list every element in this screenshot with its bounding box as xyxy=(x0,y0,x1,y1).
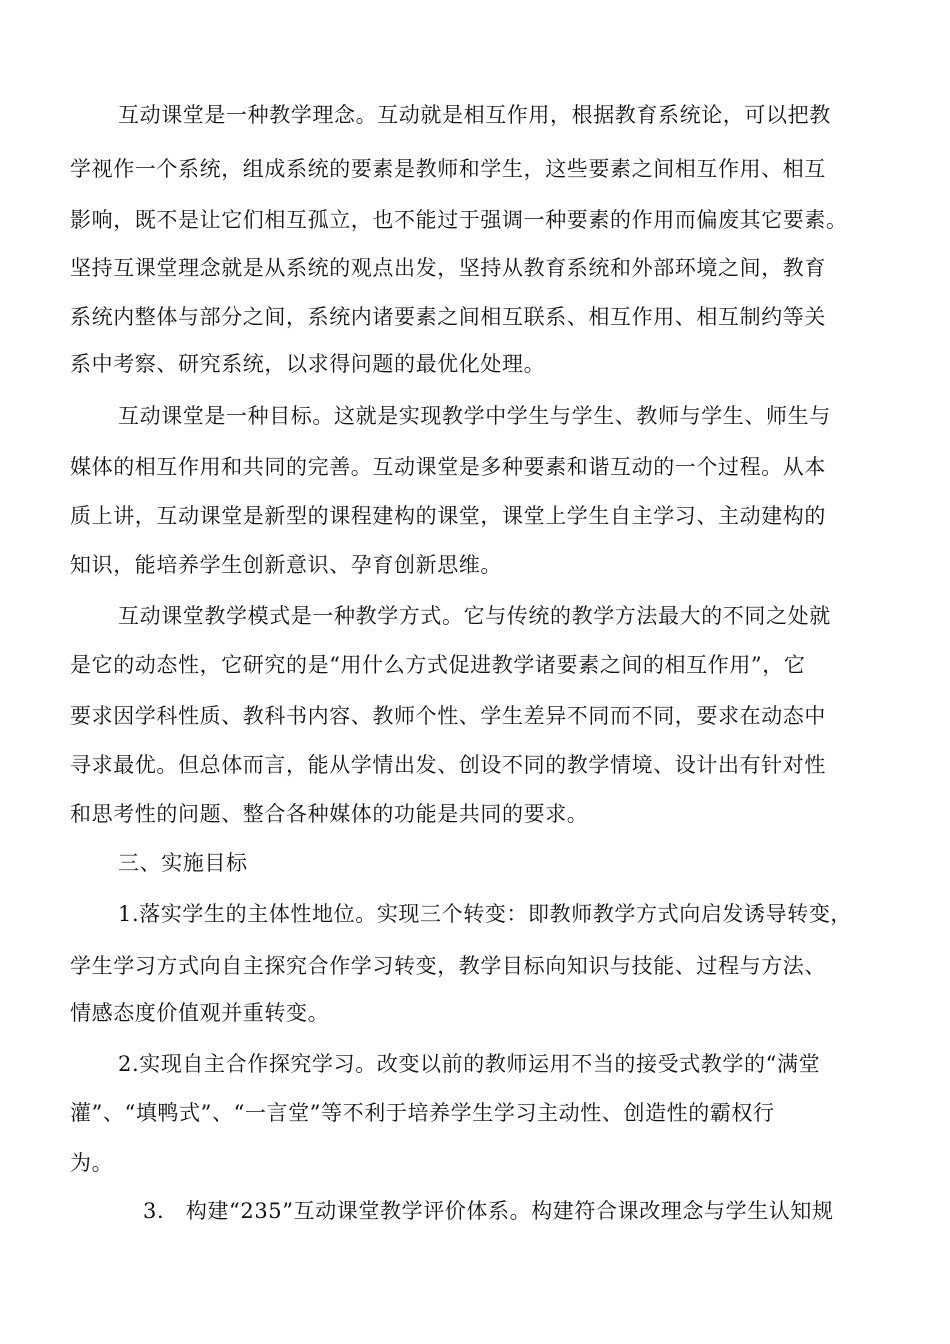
paragraph-1-line-2: 学视作一个系统，组成系统的要素是教师和学生，这些要素之间相互作用、相互 xyxy=(70,157,826,181)
paragraph-1-line-1: 互动课堂是一种教学理念。互动就是相互作用，根据教育系统论，可以把教 xyxy=(118,103,831,127)
paragraph-2-line-1: 互动课堂是一种目标。这就是实现教学中学生与学生、教师与学生、师生与 xyxy=(118,404,831,428)
paragraph-1-line-3: 影响，既不是让它们相互孤立，也不能过于强调一种要素的作用而偏废其它要素。 xyxy=(70,208,848,232)
paragraph-1-line-5: 系统内整体与部分之间，系统内诸要素之间相互联系、相互作用、相互制约等关 xyxy=(70,305,826,329)
item-1-line-1: 1.落实学生的主体性地位。实现三个转变：即教师教学方式向启发诱导转变， xyxy=(118,902,853,926)
paragraph-2-line-4: 知识，能培养学生创新意识、孕育创新思维。 xyxy=(70,553,502,577)
paragraph-1-line-4: 坚持互课堂理念就是从系统的观点出发，坚持从教育系统和外部环境之间，教育 xyxy=(70,256,826,280)
section-heading: 三、实施目标 xyxy=(118,851,248,875)
paragraph-3-line-4: 寻求最优。但总体而言，能从学情出发、创设不同的教学情境、设计出有针对性 xyxy=(70,753,826,777)
paragraph-3-line-1: 互动课堂教学模式是一种教学方式。它与传统的教学方法最大的不同之处就 xyxy=(118,604,831,628)
paragraph-2-line-2: 媒体的相互作用和共同的完善。互动课堂是多种要素和谐互动的一个过程。从本 xyxy=(70,455,826,479)
item-1-line-3: 情感态度价值观并重转变。 xyxy=(70,1001,330,1025)
item-1-line-2: 学生学习方式向自主探究合作学习转变，教学目标向知识与技能、过程与方法、 xyxy=(70,954,826,978)
item-2-line-1: 2.实现自主合作探究学习。改变以前的教师运用不当的接受式教学的“满堂 xyxy=(118,1052,821,1076)
paragraph-2-line-3: 质上讲，互动课堂是新型的课程建构的课堂，课堂上学生自主学习、主动建构的 xyxy=(70,504,826,528)
item-2-line-3: 为。 xyxy=(70,1151,114,1175)
item-2-line-2: 灌”、“填鸭式”、“一言堂”等不利于培养学生学习主动性、创造性的霸权行 xyxy=(70,1101,775,1125)
paragraph-3-line-5: 和思考性的问题、整合各种媒体的功能是共同的要求。 xyxy=(70,802,589,826)
paragraph-3-line-3: 要求因学科性质、教科书内容、教师个性、学生差异不同而不同，要求在动态中 xyxy=(70,704,826,728)
paragraph-1-line-6: 系中考察、研究系统，以求得问题的最优化处理。 xyxy=(70,352,546,376)
paragraph-3-line-2: 是它的动态性，它研究的是“用什么方式促进教学诸要素之间的相互作用”，它 xyxy=(70,653,806,677)
item-3-line-1: 3. 构建“235”互动课堂教学评价体系。构建符合课改理念与学生认知规 xyxy=(143,1199,834,1223)
